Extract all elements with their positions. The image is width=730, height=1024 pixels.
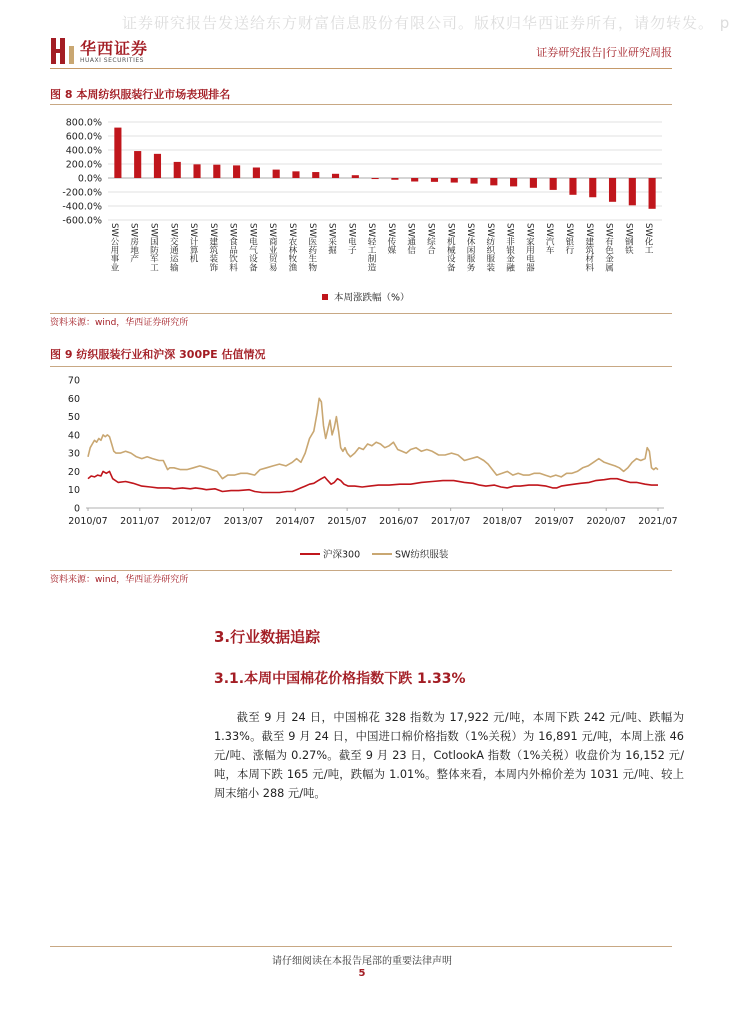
bar [510, 178, 517, 186]
sw-textile-line [88, 398, 658, 478]
x-tick-label: 2012/07 [171, 516, 212, 527]
header-divider [50, 68, 672, 69]
y-tick-label: -200.0% [62, 187, 102, 199]
bar [253, 168, 260, 179]
pe-valuation-line-chart [50, 368, 678, 570]
x-tick-label: 2014/07 [275, 516, 316, 527]
x-category-text: SW食品饮料 [227, 223, 238, 272]
x-category-text: SW交通运输 [168, 223, 179, 272]
bar [114, 128, 121, 178]
x-category-label [386, 223, 396, 255]
x-category-text: SW非银金融 [504, 223, 515, 272]
logo-chinese-name: 华西证券 [80, 39, 149, 58]
bar [372, 178, 379, 179]
legend-label: 本周涨跌幅（%） [334, 292, 410, 304]
x-category-label [505, 223, 515, 272]
bar [213, 165, 220, 178]
bar [391, 178, 398, 180]
x-category-label [168, 223, 178, 272]
x-category-label [129, 223, 139, 264]
footer-divider [50, 946, 672, 947]
x-tick-label: 2018/07 [482, 516, 523, 527]
y-tick-label: -400.0% [62, 201, 102, 213]
bar [609, 178, 616, 202]
x-category-label [247, 223, 257, 271]
x-tick-label: 2021/07 [638, 516, 678, 527]
y-tick-label: 40 [67, 430, 80, 442]
x-category-text: SW房地产 [128, 223, 139, 263]
x-category-text: SW银行 [563, 223, 574, 255]
x-tick-label: 2013/07 [223, 516, 264, 527]
legend-label: SW纺织服装 [395, 549, 449, 561]
x-category-text: SW建筑装饰 [207, 223, 218, 272]
x-category-text: SW纺织服装 [484, 223, 495, 272]
body-paragraph: 截至 9 月 24 日，中国棉花 328 指数为 17,922 元/吨，本周下跌 242 元/吨、跌幅为 1.33%。截至 9 月 24 日，中国进口棉价格指数（1%关税）为 16,891 元/吨，本周上涨 46 元/吨、涨幅为 0.27%。截至 9 月 23 日，CotlookA 指数（1%关税）收盘价为 16,152 元/吨，本周下跌 165 元/吨，跌幅为 1.01%。整体来看，本周内外棉价差为 1031 元/吨、较上周末缩小 288 元/吨。 [214, 711, 684, 800]
x-tick-label: 2010/07 [68, 516, 108, 527]
y-tick-label: 600.0% [65, 131, 102, 143]
x-category-label [346, 223, 356, 254]
bar [193, 164, 200, 178]
x-tick-label: 2016/07 [379, 516, 419, 527]
bar [154, 154, 161, 178]
x-category-label [445, 223, 455, 271]
huaxi-logo-icon [50, 36, 76, 66]
figure-8-bottom-rule [50, 313, 672, 314]
x-category-text: SW农林牧渔 [286, 223, 297, 272]
x-category-text: SW计算机 [188, 223, 199, 263]
report-type-label: 证券研究报告|行业研究周报 [536, 46, 672, 59]
bar [174, 162, 181, 178]
bar [332, 174, 339, 178]
x-category-label [524, 223, 534, 272]
bar [233, 165, 240, 178]
x-category-label [228, 223, 238, 272]
sector-performance-bar-chart [50, 106, 672, 312]
x-category-label [188, 223, 198, 263]
bar [589, 178, 596, 197]
x-tick-label: 2019/07 [534, 516, 575, 527]
x-category-label [406, 223, 416, 255]
y-tick-label: 30 [67, 448, 80, 460]
legend-swatch [322, 294, 328, 300]
subsection-heading: 3.1.本周中国棉花价格指数下跌 1.33% [214, 671, 466, 687]
y-tick-label: 200.0% [65, 159, 102, 171]
bar [431, 178, 438, 182]
x-category-text: SW钢铁 [623, 223, 634, 255]
y-tick-label: 0 [73, 503, 80, 515]
legend-label: 沪深300 [323, 549, 361, 561]
x-category-text: SW采掘 [326, 223, 337, 255]
x-category-text: SW轻工制造 [366, 223, 377, 272]
x-category-text: SW有色金属 [603, 223, 614, 272]
x-category-label [643, 223, 653, 254]
figure-8-title: 图 8 本周纺织服装行业市场表现排名 [50, 88, 231, 101]
x-category-label [623, 223, 633, 255]
bar [569, 178, 576, 195]
page-number: 5 [358, 968, 366, 979]
x-category-text: SW公用事业 [108, 223, 119, 272]
figure-9-top-rule [50, 366, 672, 367]
bar [530, 178, 537, 188]
company-logo [50, 36, 170, 70]
bar [451, 178, 458, 183]
y-tick-label: 20 [67, 466, 80, 478]
y-tick-label: 800.0% [65, 117, 102, 129]
y-tick-label: 10 [67, 485, 80, 497]
x-category-label [148, 223, 158, 271]
x-category-text: SW休闲服务 [465, 223, 476, 272]
x-tick-label: 2020/07 [586, 516, 626, 527]
x-category-label [366, 223, 376, 272]
x-category-text: SW电气设备 [247, 223, 258, 272]
figure-8-top-rule [50, 104, 672, 105]
bar [312, 172, 319, 178]
x-category-text: SW传媒 [385, 223, 396, 255]
legal-notice: 请仔细阅读在本报告尾部的重要法律声明 [272, 956, 452, 967]
x-category-text: SW国防军工 [148, 223, 159, 272]
x-category-label [564, 223, 574, 255]
y-tick-label: 0.0% [77, 173, 102, 185]
bar [134, 151, 141, 178]
x-category-text: SW医药生物 [306, 223, 317, 272]
y-tick-label: 60 [67, 393, 80, 405]
x-tick-label: 2017/07 [430, 516, 471, 527]
x-category-text: SW家用电器 [524, 223, 535, 272]
y-tick-label: 400.0% [65, 145, 102, 157]
x-category-label [584, 223, 594, 272]
y-tick-label: 50 [67, 412, 80, 424]
x-category-label [109, 223, 119, 271]
figure-9-bottom-rule [50, 570, 672, 571]
y-tick-label: 70 [67, 375, 80, 387]
x-category-text: SW综合 [425, 223, 436, 255]
x-category-label [267, 223, 277, 272]
bar [273, 170, 280, 178]
figure-9-source: 资料来源：wind，华西证券研究所 [50, 575, 189, 585]
x-category-label [425, 223, 435, 255]
x-category-label [465, 223, 475, 272]
x-category-label [544, 223, 554, 255]
bar [490, 178, 497, 185]
x-category-label [604, 223, 614, 271]
x-category-label [208, 223, 218, 272]
y-tick-label: -600.0% [62, 215, 102, 227]
logo-english-name: HUAXI SECURITIES [80, 57, 144, 64]
x-category-text: SW汽车 [544, 223, 555, 255]
bar [470, 178, 477, 184]
watermark: 证券研究报告发送给东方财富信息股份有限公司。版权归华西证券所有，请勿转发。 p [122, 14, 730, 32]
x-category-text: SW商业贸易 [267, 223, 278, 272]
figure-8-source: 资料来源：wind，华西证券研究所 [50, 318, 189, 328]
x-category-text: SW机械设备 [445, 223, 456, 272]
bar [411, 178, 418, 182]
x-category-label [327, 223, 337, 254]
x-category-text: SW通信 [405, 223, 416, 255]
bar [649, 178, 656, 209]
section-heading: 3.行业数据追踪 [214, 628, 321, 646]
hs300-line [88, 471, 658, 492]
x-tick-label: 2011/07 [120, 516, 160, 527]
bar [629, 178, 636, 205]
figure-9-title: 图 9 纺织服装行业和沪深 300PE 估值情况 [50, 348, 266, 361]
x-category-label [287, 223, 297, 272]
bar [550, 178, 557, 190]
x-category-label [307, 223, 317, 272]
x-tick-label: 2015/07 [327, 516, 367, 527]
bar [292, 171, 299, 178]
bar [352, 175, 359, 178]
x-category-label [485, 223, 495, 272]
x-category-text: SW电子 [346, 223, 357, 255]
x-category-text: SW建筑材料 [583, 223, 594, 272]
x-category-text: SW化工 [643, 223, 654, 255]
